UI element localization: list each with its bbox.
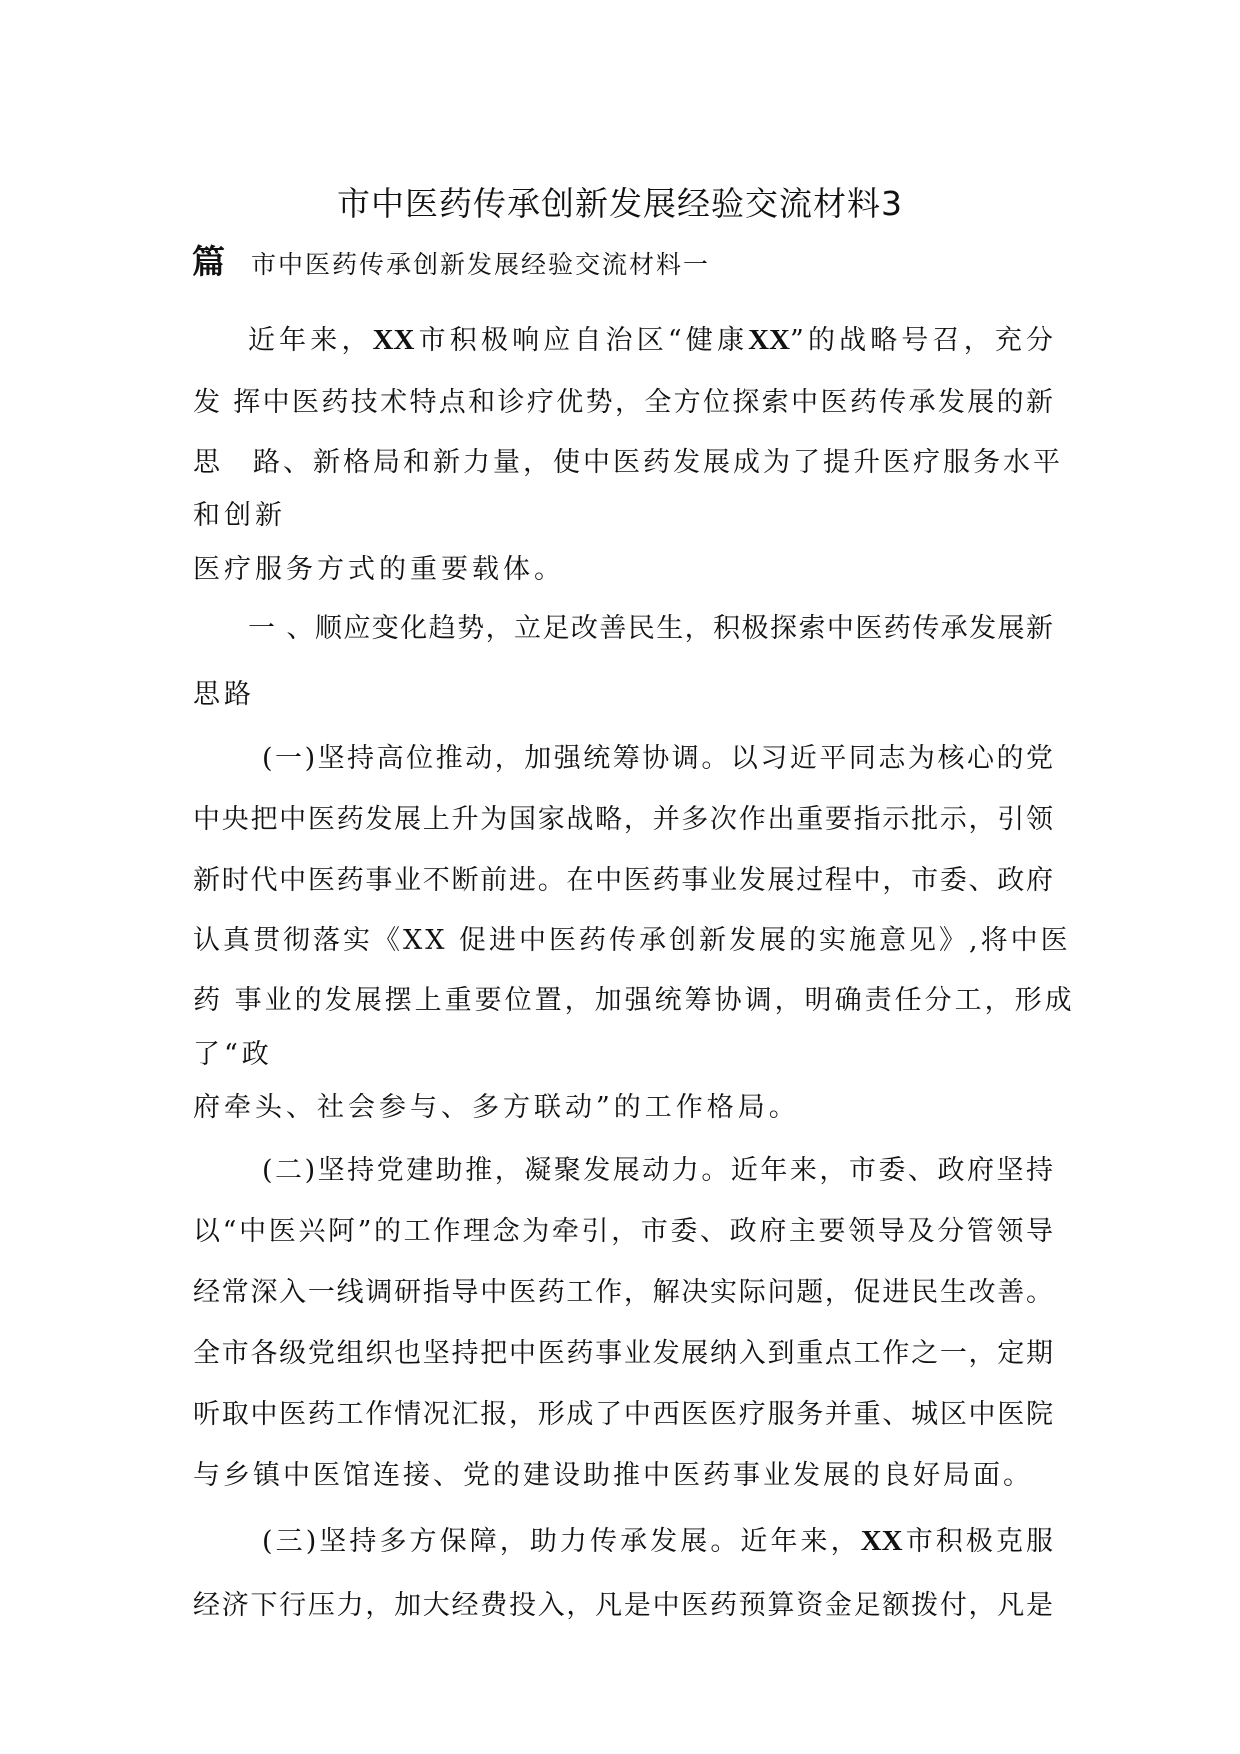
document-subtitle: 市中医药传承创新发展经验交流材料一 [251, 250, 711, 279]
document-title: 市中医药传承创新发展经验交流材料3 [337, 184, 903, 223]
para-1-line-5: 药 事业的发展摆上重要位置，加强统筹协调，明确责任分工，形成 [193, 985, 1075, 1016]
heading-1-line-1: 一 、顺应变化趋势，立足改善民生，积极探索中医药传承发展新 [248, 613, 1053, 644]
para-3-line-1: (三)坚持多方保障，助力传承发展。近年来，XX市积极克服 [262, 1525, 1053, 1557]
intro-line-2: 发 挥中医药技术特点和诊疗优势，全方位探索中医药传承发展的新 [193, 387, 1053, 418]
heading-1-line-2: 思路 [193, 679, 255, 710]
para-2-line-3: 经常深入一线调研指导中医药工作，解决实际问题，促进民生改善。 [193, 1277, 1053, 1308]
para-1-line-1: (一)坚持高位推动，加强统筹协调。以习近平同志为核心的党 [262, 743, 1053, 774]
para-2-line-6: 与乡镇中医馆连接、党的建设助推中医药事业发展的良好局面。 [193, 1460, 1033, 1491]
para-1-line-4: 认真贯彻落实《XX 促进中医药传承创新发展的实施意见》,将中医 [193, 925, 1071, 956]
para-1-line-6: 了“政 [193, 1039, 273, 1070]
intro-line-5: 医疗服务方式的重要载体。 [193, 554, 565, 585]
intro-line-1: 近年来，XX市积极响应自治区“健康XX”的战略号召，充分 [248, 324, 1054, 356]
subheading [192, 236, 710, 283]
para-2-line-1: (二)坚持党建助推，凝聚发展动力。近年来，市委、政府坚持 [262, 1155, 1053, 1186]
para-1-line-2: 中央把中医药发展上升为国家战略，并多次作出重要指示批示，引领 [193, 804, 1053, 835]
section-marker: 篇 [192, 242, 225, 281]
para-1-line-7: 府牵头、社会参与、多方联动”的工作格局。 [193, 1092, 800, 1123]
intro-line-3: 思 路、新格局和新力量，使中医药发展成为了提升医疗服务水平 [193, 447, 1063, 478]
para-2-line-4: 全市各级党组织也坚持把中医药事业发展纳入到重点工作之一，定期 [193, 1338, 1053, 1369]
para-2-line-2: 以“中医兴阿”的工作理念为牵引，市委、政府主要领导及分管领导 [193, 1216, 1053, 1247]
intro-line-4: 和创新 [193, 500, 286, 531]
para-1-line-3: 新时代中医药事业不断前进。在中医药事业发展过程中，市委、政府 [193, 865, 1053, 896]
para-2-line-5: 听取中医药工作情况汇报，形成了中西医医疗服务并重、城区中医院 [193, 1399, 1053, 1430]
para-3-line-2: 经济下行压力，加大经费投入，凡是中医药预算资金足额拨付，凡是 [193, 1590, 1053, 1621]
